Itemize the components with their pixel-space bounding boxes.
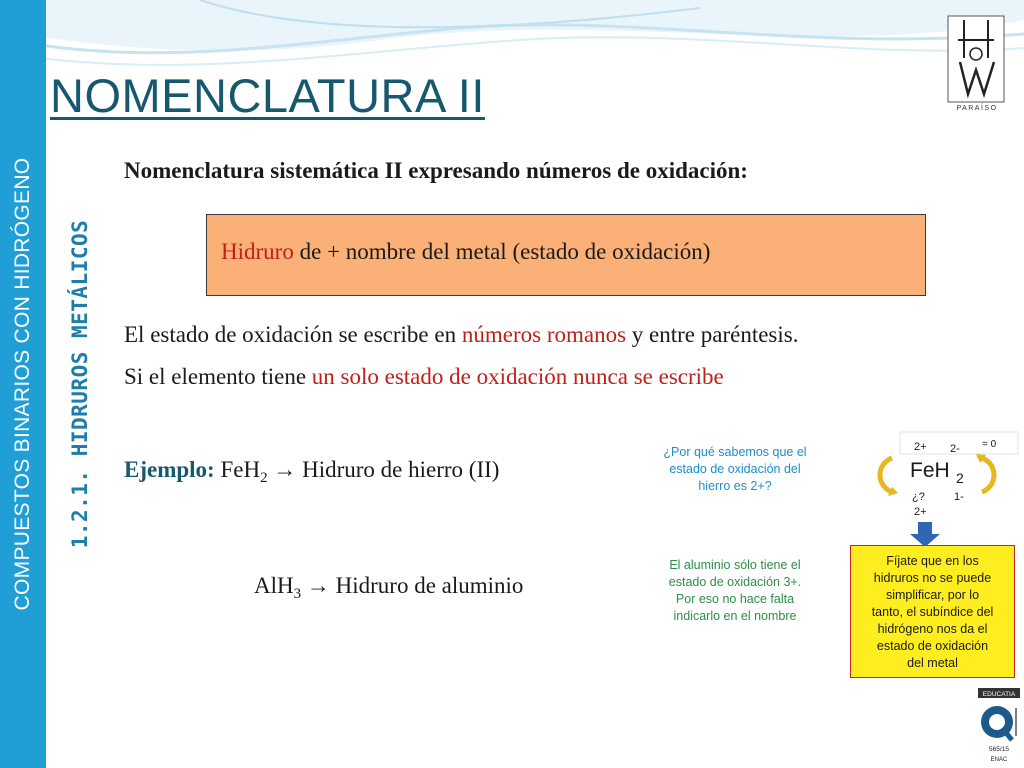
tip-line: estado de oxidación bbox=[876, 639, 989, 653]
formula-box bbox=[206, 214, 926, 296]
tip-line: Fíjate que en los bbox=[886, 554, 979, 568]
intro-text: Nomenclatura sistemática II expresando números de oxidación: bbox=[124, 158, 748, 183]
rule2-text: Si el elemento tiene bbox=[124, 364, 312, 389]
left-bracket-arrow bbox=[880, 458, 892, 492]
diagram-formula: FeH bbox=[910, 459, 950, 482]
tip-box bbox=[850, 545, 1015, 678]
note-al-line: El aluminio sólo tiene el bbox=[669, 558, 801, 572]
tip-line: tanto, el subíndice del bbox=[871, 605, 994, 619]
diagram-answer: 2+ bbox=[914, 506, 927, 518]
tip-line: hidruros no se puede bbox=[873, 571, 992, 585]
tip-line: simplificar, por lo bbox=[885, 588, 980, 602]
sidebar-label: COMPUESTOS BINARIOS CON HIDRÓGENO bbox=[11, 157, 34, 611]
quality-badge bbox=[978, 688, 1020, 766]
school-logo bbox=[946, 14, 1008, 118]
note-aluminium bbox=[640, 557, 830, 625]
diagram-formula-sub: 2 bbox=[956, 470, 964, 486]
rule1-highlight: números romanos bbox=[461, 322, 627, 347]
down-arrow-icon bbox=[918, 522, 932, 534]
example2-name: → Hidruro de aluminio bbox=[301, 573, 524, 598]
rule1-end: y entre paréntesis. bbox=[626, 322, 799, 347]
rule-roman-numerals bbox=[124, 322, 798, 348]
oxidation-diagram bbox=[870, 430, 1020, 548]
formula-hidruro: Hidruro bbox=[221, 239, 294, 264]
right-bracket-arrow bbox=[982, 458, 994, 492]
example2-subscript: 3 bbox=[293, 586, 302, 602]
rule2-highlight: un solo estado de oxidación nunca se escribe bbox=[311, 364, 724, 389]
example-label: Ejemplo: bbox=[124, 457, 215, 482]
diagram-top-fe: 2+ bbox=[914, 441, 927, 453]
example-iron bbox=[124, 457, 499, 487]
diagram-sum: = 0 bbox=[982, 439, 997, 450]
formula-text bbox=[221, 239, 710, 265]
tip-line: hidrógeno nos da el bbox=[877, 622, 988, 636]
logo-caption: PARAÍSO bbox=[956, 105, 998, 112]
formula-rest: de + nombre del metal (estado de oxidación) bbox=[293, 239, 711, 264]
rule-single-state bbox=[124, 364, 724, 390]
note-al-line: Por eso no hace falta bbox=[675, 592, 795, 606]
note-fe-line: estado de oxidación del bbox=[669, 462, 801, 476]
note-iron-question bbox=[640, 444, 830, 495]
example2-formula: AlH bbox=[254, 573, 294, 598]
badge-code: 565/15 bbox=[989, 746, 1009, 753]
diagram-bottom-h: 1- bbox=[954, 491, 964, 503]
example1-name: → Hidruro de hierro (II) bbox=[267, 457, 500, 482]
diagram-bottom-fe: ¿? bbox=[912, 491, 925, 503]
example-aluminium bbox=[254, 573, 523, 603]
tip-line: del metal bbox=[907, 656, 958, 670]
section-label: 1.2.1. HIDRUROS METÁLICOS bbox=[68, 219, 92, 549]
page-title: NOMENCLATURA II bbox=[50, 69, 485, 122]
example1-formula: FeH bbox=[214, 457, 261, 482]
badge-cert: ENAC bbox=[990, 757, 1008, 763]
badge-brand: EDUCATIA bbox=[982, 691, 1016, 698]
diagram-top-h: 2- bbox=[950, 443, 960, 455]
example1-subscript: 2 bbox=[260, 470, 268, 486]
rule1-text: El estado de oxidación se escribe en bbox=[124, 322, 462, 347]
note-fe-line: hierro es 2+? bbox=[698, 479, 772, 493]
note-al-line: estado de oxidación 3+. bbox=[668, 575, 802, 589]
note-fe-line: ¿Por qué sabemos que el bbox=[663, 445, 807, 459]
sidebar bbox=[0, 0, 46, 768]
note-al-line: indicarlo en el nombre bbox=[673, 609, 797, 623]
